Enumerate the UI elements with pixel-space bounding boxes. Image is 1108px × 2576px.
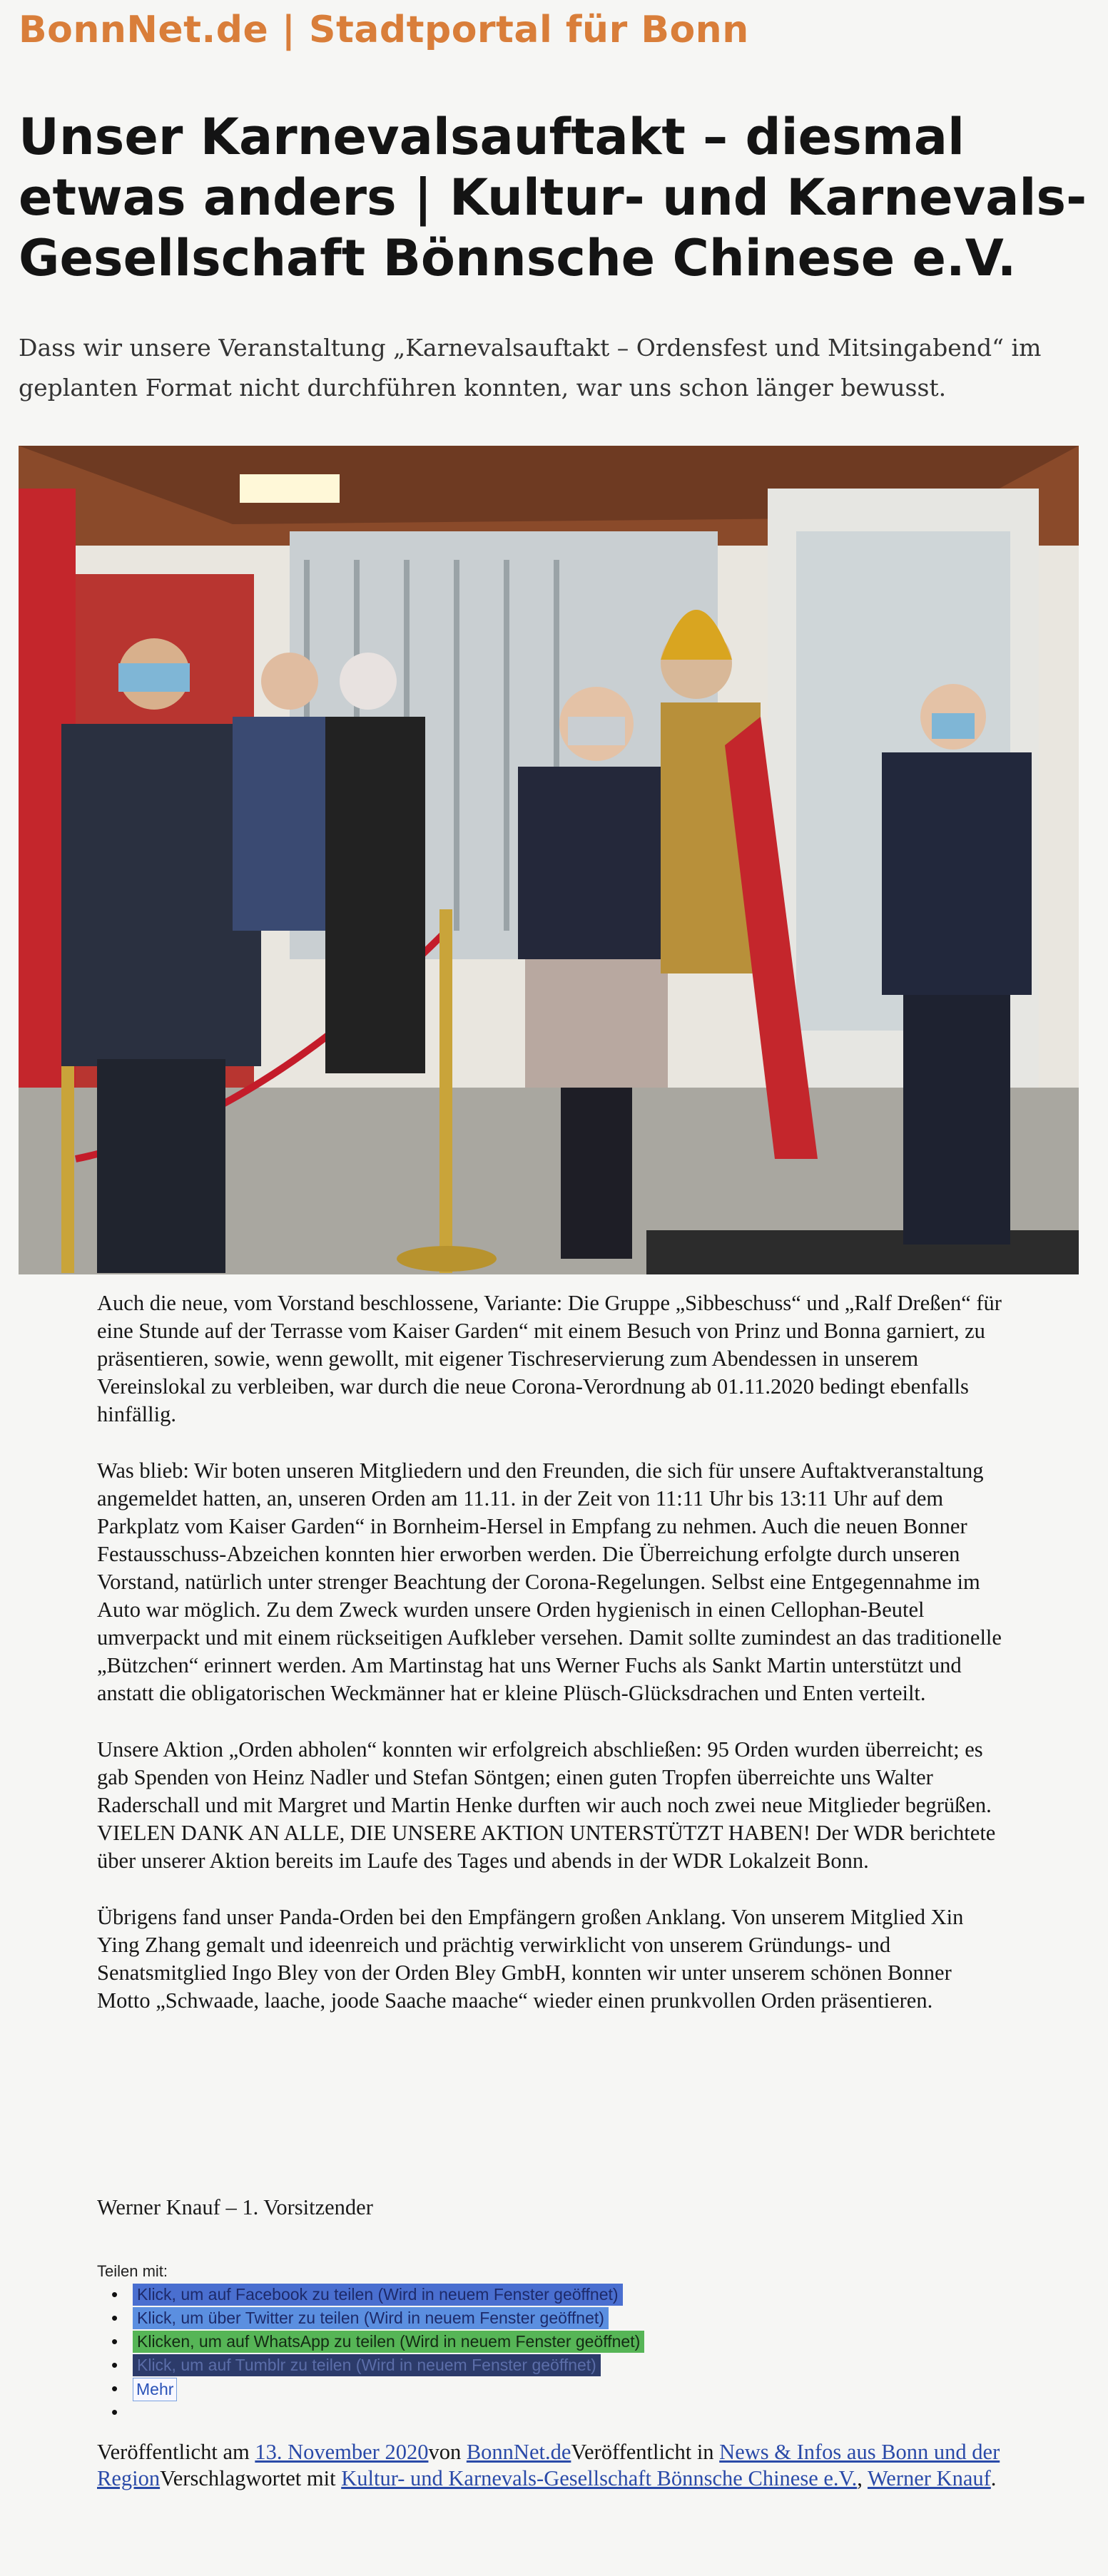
share-item-facebook: • Klick, um auf Facebook zu teilen (Wird in neuem Fenster geöffnet) bbox=[133, 2284, 644, 2307]
published-prefix: Veröffentlicht am bbox=[97, 2440, 255, 2464]
article-signature: Werner Knauf – 1. Vorsitzender bbox=[97, 2195, 373, 2219]
group-photo-illustration bbox=[19, 446, 1079, 1274]
share-more-button[interactable]: Mehr bbox=[133, 2378, 177, 2401]
share-twitter-link[interactable]: Klick, um über Twitter zu teilen (Wird in neuem Fenster geöffnet) bbox=[133, 2307, 609, 2329]
share-list bbox=[111, 2284, 644, 2425]
article-body bbox=[97, 1289, 1003, 2043]
category-link[interactable]: News & Infos aus Bonn und der Region bbox=[97, 2440, 1000, 2490]
author-link[interactable]: BonnNet.de bbox=[466, 2440, 571, 2464]
share-facebook-link[interactable]: Klick, um auf Facebook zu teilen (Wird in neuem Fenster geöffnet) bbox=[133, 2284, 623, 2306]
meta-end: . bbox=[990, 2466, 997, 2490]
by-prefix: von bbox=[428, 2440, 467, 2464]
post-date-link[interactable]: 13. November 2020 bbox=[255, 2440, 429, 2464]
share-whatsapp-link[interactable]: Klicken, um auf WhatsApp zu teilen (Wird in neuem Fenster geöffnet) bbox=[133, 2331, 644, 2353]
share-item-whatsapp: • Klicken, um auf WhatsApp zu teilen (Wird in neuem Fenster geöffnet) bbox=[133, 2331, 644, 2354]
article-paragraph: Auch die neue, vom Vorstand beschlossene, Variante: Die Gruppe „Sibbeschuss“ und „Ralf Dreßen“ für eine Stunde auf der Terrasse vom Kaiser Garden“ mit einem Besuch von Prinz und Bonna garniert, zu präsentieren, sowie, wenn gewollt, mit eigener Tischreservierung zum Abendessen in unserem Vereinslokal zu verbleiben, war durch die neue Corona-Verordnung ab 01.11.2020 bedingt ebenfalls hinfällig. bbox=[97, 1291, 1002, 1426]
share-item-tumblr: • Klick, um auf Tumblr zu teilen (Wird in neuem Fenster geöffnet) bbox=[133, 2354, 644, 2378]
article-headline: Unser Karnevalsauftakt – diesmal etwas anders | Kultur- und Karnevals-Gesellschaft Bönnsche Chinese e.V. bbox=[19, 108, 1087, 287]
article-photo bbox=[19, 446, 1079, 1274]
article-paragraph: Unsere Aktion „Orden abholen“ konnten wir erfolgreich abschließen: 95 Orden wurden überreicht; es gab Spenden von Heinz Nadler und Stefan Söntgen; einen guten Tropfen überreichte uns Walter Raderschall und mit Margret und Martin Henke durften wir auch noch zwei neue Mitglieder begrüßen. VIELEN DANK AN ALLE, DIE UNSERE AKTION UNTERSTÜTZT HABEN! Der WDR berichtete über unserer Aktion bereits im Laufe des Tages und abends in der WDR Lokalzeit Bonn. bbox=[97, 1737, 996, 1873]
tag-link-person[interactable]: Werner Knauf bbox=[867, 2466, 991, 2490]
share-label: Teilen mit: bbox=[97, 2262, 168, 2280]
tags-prefix: Verschlagwortet mit bbox=[160, 2466, 342, 2490]
share-item-twitter: • Klick, um über Twitter zu teilen (Wird in neuem Fenster geöffnet) bbox=[133, 2307, 644, 2331]
tag-separator: , bbox=[857, 2466, 868, 2490]
share-item-empty: • bbox=[111, 2401, 118, 2423]
article-lead: Dass wir unsere Veranstaltung „Karnevalsauftakt – Ordensfest und Mitsingabend“ im geplanten Format nicht durchführen konnten, war uns schon länger bewusst. bbox=[19, 334, 1042, 402]
article-paragraph: Übrigens fand unser Panda-Orden bei den Empfängern großen Anklang. Von unserem Mitglied Xin Ying Zhang gemalt und ideenreich und prächtig verwirklicht von unserem Gründungs- und Senatsmitglied Ingo Bley von der Orden Bley GmbH, konnten wir unter unserem schönen Bonner Motto „Schwaade, laache, joode Saache maache“ wieder einen prunkvollen Orden präsentieren. bbox=[97, 1905, 964, 2013]
share-tumblr-link[interactable]: Klick, um auf Tumblr zu teilen (Wird in neuem Fenster geöffnet) bbox=[133, 2354, 601, 2376]
article-paragraph: Was blieb: Wir boten unseren Mitgliedern und den Freunden, die sich für unsere Auftaktveranstaltung angemeldet hatten, an, unseren Orden am 11.11. in der Zeit von 11:11 Uhr bis 13:11 Uhr auf dem Parkplatz vom Kaiser Garden“ in Bornheim-Hersel in Empfang zu nehmen. Auch die neuen Bonner Festausschuss-Abzeichen konnten hier erworben werden. Die Überreichung erfolgte durch unseren Vorstand, natürlich unter strenger Beachtung der Corona-Regelungen. Selbst eine Entgegennahme im Auto war möglich. Zu dem Zweck wurden unsere Orden hygienisch in einen Cellophan-Beutel umverpackt und mit einem rückseitigen Aufkleber versehen. Damit sollte zumindest an das traditionelle „Bützchen“ erinnert werden. Am Martinstag hat uns Werner Fuchs als Sankt Martin unterstützt und anstatt die obligatorischen Weckmänner hat er kleine Plüsch-Glücksdrachen und Enten verteilt. bbox=[97, 1458, 1002, 1705]
share-item-more: • Mehr bbox=[133, 2378, 644, 2401]
category-prefix: Veröffentlicht in bbox=[571, 2440, 720, 2464]
post-meta bbox=[97, 2439, 1025, 2492]
site-title[interactable]: BonnNet.de | Stadtportal für Bonn bbox=[19, 9, 749, 51]
tag-link-club[interactable]: Kultur- und Karnevals-Gesellschaft Bönnsche Chinese e.V. bbox=[341, 2466, 858, 2490]
